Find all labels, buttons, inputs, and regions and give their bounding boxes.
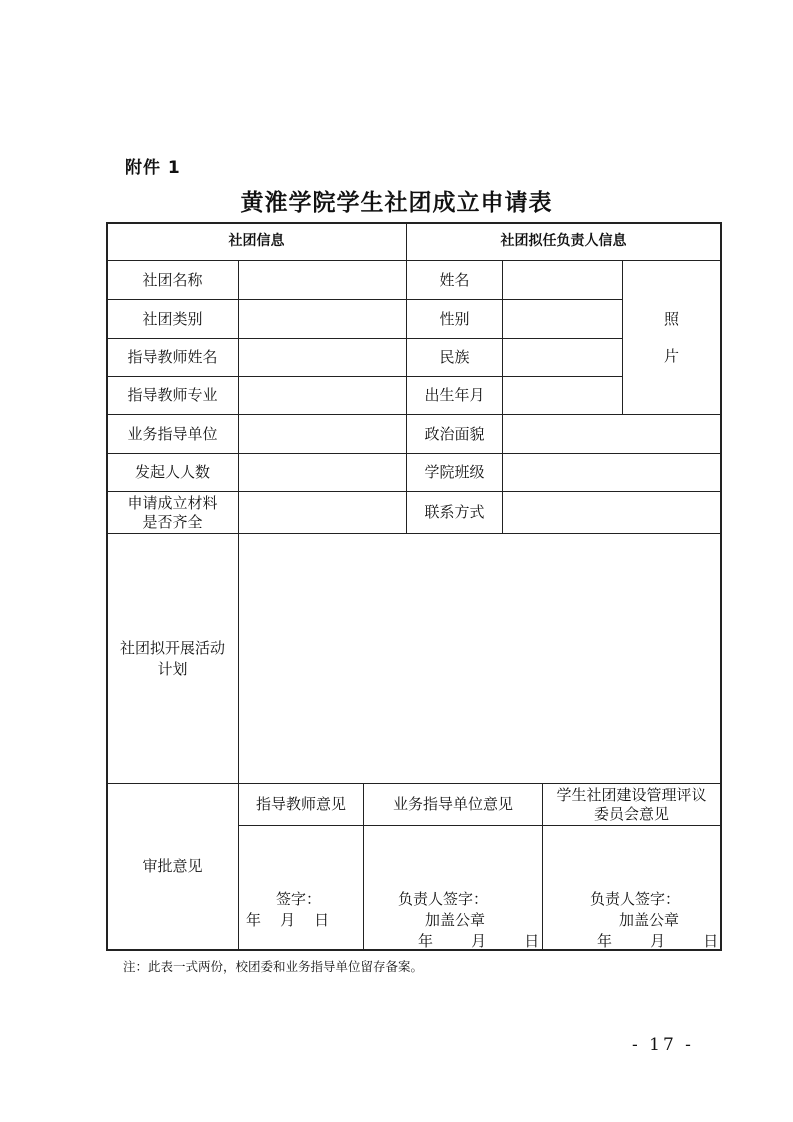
activity-plan-field[interactable]	[239, 534, 720, 783]
supervising-unit-label: 业务指导单位	[127, 424, 218, 443]
club-info-header: 社团信息	[228, 233, 285, 249]
unit-opinion-header: 业务指导单位意见	[392, 795, 513, 813]
leader-contact-label: 联系方式	[424, 503, 485, 521]
photo-char-2: 片	[663, 346, 679, 365]
club-name-label: 社团名称	[142, 270, 203, 289]
footnote: 注：此表一式两份，校团委和业务指导单位留存备案。	[123, 959, 424, 974]
activity-plan-label-line1: 社团拟开展活动	[119, 638, 225, 657]
committee-opinion-header	[543, 784, 720, 825]
advisor-major-field[interactable]	[239, 377, 406, 414]
leader-gender-label: 性别	[439, 309, 470, 328]
club-name-field[interactable]	[239, 261, 406, 299]
photo-box[interactable]	[623, 261, 720, 414]
materials-complete-label	[107, 492, 238, 533]
leader-info-header: 社团拟任负责人信息	[500, 233, 627, 249]
unit-sign-date: 年 月 日	[418, 932, 540, 950]
founder-count-label: 发起人人数	[134, 463, 210, 481]
leader-gender-field[interactable]	[503, 300, 622, 338]
leader-birth-date-label: 出生年月	[424, 386, 485, 404]
committee-sign-date: 年 月 日	[597, 932, 719, 950]
approval-label: 审批意见	[142, 857, 203, 875]
club-category-label: 社团类别	[142, 309, 203, 328]
leader-political-status-field[interactable]	[503, 415, 720, 453]
committee-official-seal-label: 加盖公章	[619, 911, 680, 929]
committee-leader-signature-label: 负责人签字：	[590, 890, 681, 908]
unit-leader-signature-label: 负责人签字：	[398, 890, 489, 908]
leader-ethnicity-field[interactable]	[503, 339, 622, 376]
form-title: 黄淮学院学生社团成立申请表	[240, 189, 553, 216]
founder-count-field[interactable]	[239, 454, 406, 491]
advisor-opinion-header: 指导教师意见	[255, 795, 346, 813]
supervising-unit-field[interactable]	[239, 415, 406, 453]
leader-ethnicity-label: 民族	[439, 348, 470, 366]
club-category-field[interactable]	[239, 300, 406, 338]
leader-contact-field[interactable]	[503, 492, 720, 533]
advisor-major-label: 指导教师专业	[127, 386, 218, 404]
leader-name-label: 姓名	[439, 270, 470, 289]
page-number: - 17 -	[632, 1035, 694, 1055]
advisor-name-field[interactable]	[239, 339, 406, 376]
leader-birth-date-field[interactable]	[503, 377, 622, 414]
leader-political-status-label: 政治面貌	[424, 424, 485, 443]
materials-complete-field[interactable]	[239, 492, 406, 533]
materials-complete-label-line2: 是否齐全	[142, 512, 203, 531]
materials-complete-label-line1: 申请成立材料	[127, 493, 218, 512]
advisor-name-label: 指导教师姓名	[127, 348, 218, 366]
leader-college-class-label: 学院班级	[424, 463, 485, 481]
advisor-sign-date: 年 月 日	[246, 911, 330, 929]
advisor-signature-label: 签字：	[276, 890, 322, 908]
activity-plan-label	[107, 534, 238, 783]
activity-plan-label-line2: 计划	[157, 659, 188, 678]
committee-opinion-header-line1: 学生社团建设管理评议	[556, 785, 707, 804]
unit-official-seal-label: 加盖公章	[425, 911, 486, 929]
leader-college-class-field[interactable]	[503, 454, 720, 491]
photo-char-1: 照	[663, 309, 679, 328]
committee-opinion-header-line2: 委员会意见	[593, 804, 669, 823]
leader-name-field[interactable]	[503, 261, 622, 299]
attachment-label: 附件 1	[125, 158, 181, 178]
